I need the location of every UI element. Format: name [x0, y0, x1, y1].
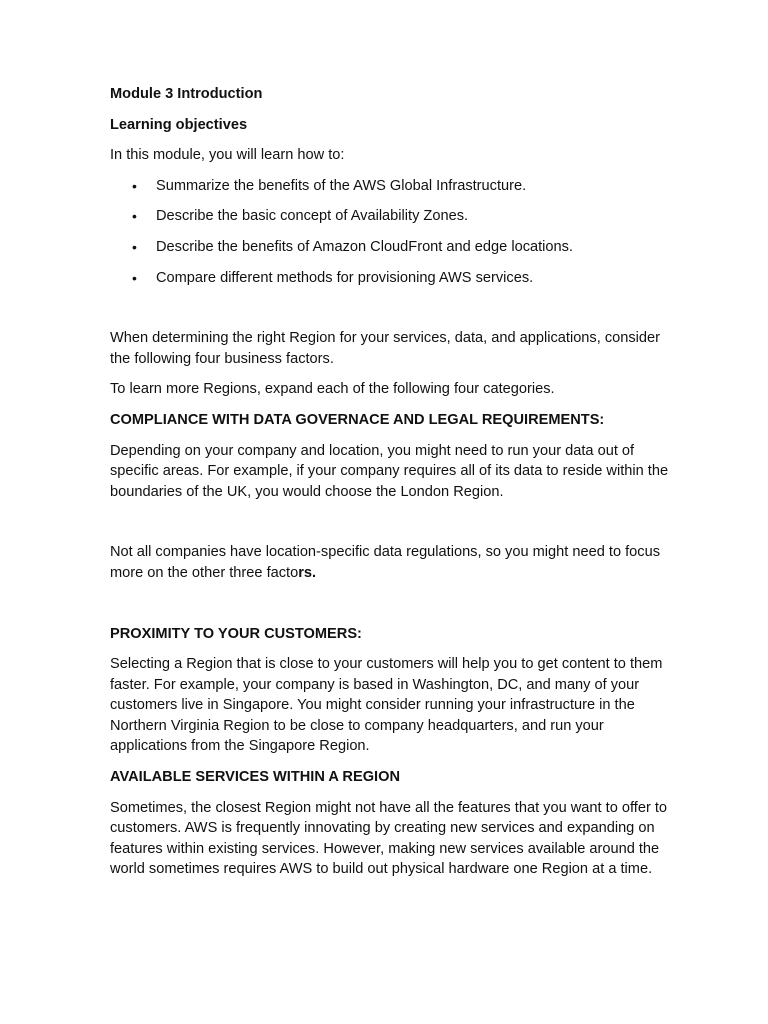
services-paragraph: Sometimes, the closest Region might not have all the features that you want to offer to customers. AWS is frequently innovating by creating new services and expanding on features within existing services. However, making new services available around the world sometimes requires AWS to build out physical hardware one Region at a time. [110, 799, 668, 878]
proximity-heading: PROXIMITY TO YOUR CUSTOMERS: [110, 625, 362, 642]
objectives-list [110, 176, 670, 288]
bullet-icon: • [132, 177, 137, 194]
objective-text: Describe the benefits of Amazon CloudFront and edge locations. [156, 238, 573, 255]
objective-text: Compare different methods for provisioning AWS services. [156, 269, 534, 286]
expand-note-text: To learn more Regions, expand each of the following four categories. [110, 381, 555, 398]
bullet-icon: • [132, 269, 137, 286]
bullet-icon: • [132, 208, 137, 225]
objective-item [110, 176, 670, 197]
services-heading: AVAILABLE SERVICES WITHIN A REGION [110, 769, 400, 786]
proximity-paragraph: Selecting a Region that is close to your customers will help you to get content to them faster. For example, your company is based in Washington, DC, and many of your customers live in Singapore. You might consider running your infrastructure in the Northern Virginia Region to be close to company headquarters, and run your applications from the Singapore Region. [110, 656, 663, 755]
page-title: Module 3 Introduction [110, 86, 263, 102]
compliance-note-bold-end: rs. [298, 564, 317, 581]
intro-text: In this module, you will learn how to: [110, 147, 345, 164]
bullet-icon: • [132, 238, 137, 255]
objective-item [110, 268, 670, 289]
compliance-heading: COMPLIANCE WITH DATA GOVERNACE AND LEGAL REQUIREMENTS: [110, 411, 605, 428]
spacer [110, 512, 670, 542]
document-page [110, 84, 670, 890]
learning-objectives-heading: Learning objectives [110, 116, 248, 133]
compliance-note-text: Not all companies have location-specific data regulations, so you might need to focus more on the other three facto [110, 544, 661, 581]
region-intro-text: When determining the right Region for your services, data, and applications, consider the following four business factors. [110, 330, 660, 367]
spacer [110, 298, 670, 328]
objective-text: Describe the basic concept of Availability Zones. [156, 208, 469, 225]
compliance-note-paragraph [110, 542, 670, 583]
objective-text: Summarize the benefits of the AWS Global Infrastructure. [156, 177, 527, 194]
compliance-paragraph: Depending on your company and location, you might need to run your data out of specific areas. For example, if your company requires all of its data to reside within the boundaries of the UK, you would choose the London Region. [110, 442, 669, 500]
objective-item [110, 237, 670, 258]
spacer [110, 594, 670, 624]
objective-item [110, 206, 670, 227]
